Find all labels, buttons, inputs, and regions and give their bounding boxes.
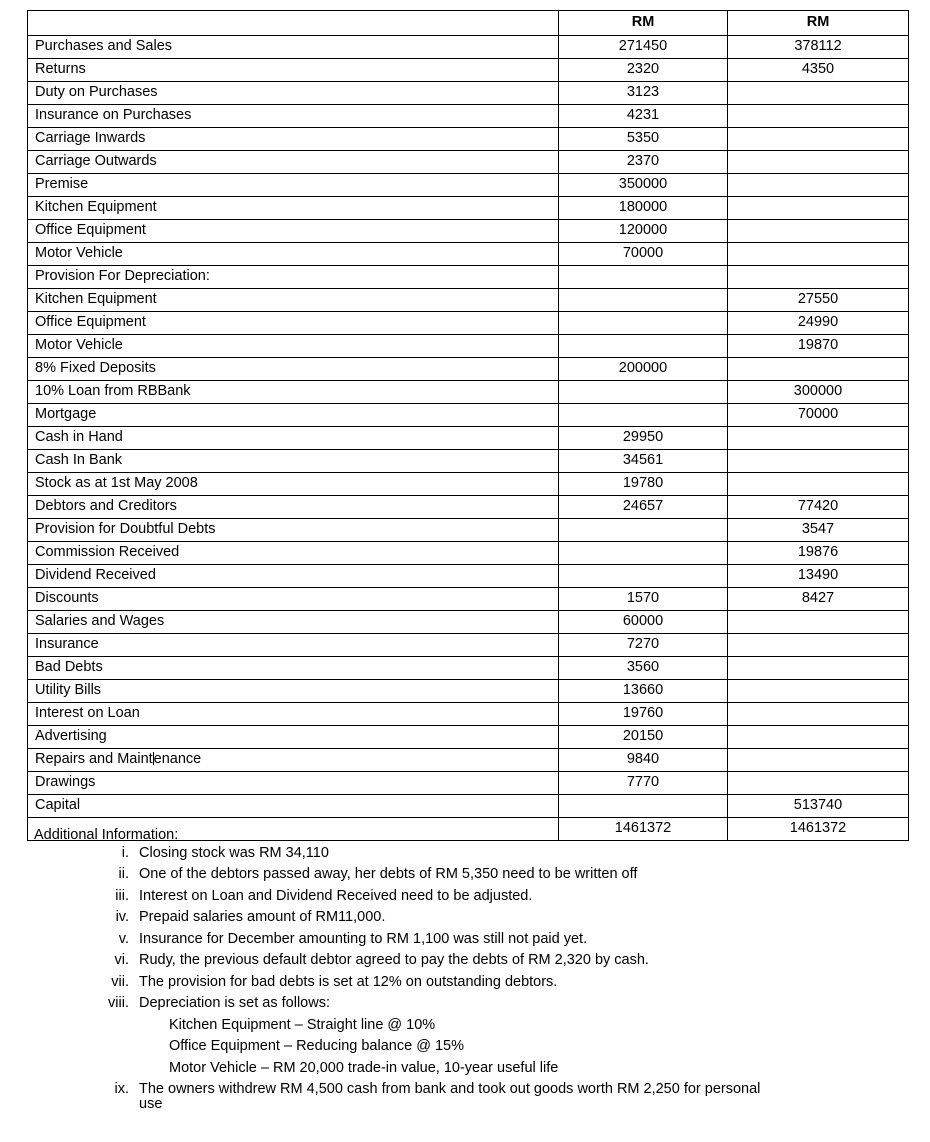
row-debit: 7770: [559, 772, 728, 795]
table-row: [28, 82, 909, 105]
additional-info-item: [34, 846, 914, 865]
row-credit: 19876: [728, 542, 909, 565]
row-label: Bad Debts: [28, 657, 559, 680]
row-debit: 34561: [559, 450, 728, 473]
row-label: Duty on Purchases: [28, 82, 559, 105]
additional-info-item: [34, 975, 914, 994]
row-credit: [728, 726, 909, 749]
row-label: Cash In Bank: [28, 450, 559, 473]
row-credit: [728, 703, 909, 726]
row-label: Kitchen Equipment: [28, 289, 559, 312]
item-marker: vi.: [114, 952, 129, 968]
row-credit: [728, 427, 909, 450]
table-row: [28, 450, 909, 473]
row-label: Capital: [28, 795, 559, 818]
row-label: Cash in Hand: [28, 427, 559, 450]
additional-info-item: [34, 889, 914, 908]
row-credit: [728, 772, 909, 795]
row-label: Motor Vehicle: [28, 335, 559, 358]
row-credit: 70000: [728, 404, 909, 427]
row-debit: 24657: [559, 496, 728, 519]
item-marker: v.: [118, 930, 129, 947]
row-credit: [728, 749, 909, 772]
row-label: Dividend Received: [28, 565, 559, 588]
table-row: [28, 726, 909, 749]
row-label: Discounts: [28, 588, 559, 611]
table-row: [28, 105, 909, 128]
table-row: [28, 243, 909, 266]
row-credit: [728, 151, 909, 174]
table-row: [28, 36, 909, 59]
depreciation-line: Motor Vehicle – RM 20,000 trade-in value, 10-year useful life: [169, 1059, 559, 1076]
row-debit: [559, 289, 728, 312]
row-debit: 180000: [559, 197, 728, 220]
additional-info-item: [34, 1082, 914, 1111]
item-marker: vii.: [111, 973, 129, 990]
row-debit: [559, 312, 728, 335]
row-label: Debtors and Creditors: [28, 496, 559, 519]
row-credit: [728, 358, 909, 381]
row-credit: 4350: [728, 59, 909, 82]
table-row: [28, 335, 909, 358]
row-label: 8% Fixed Deposits: [28, 358, 559, 381]
row-debit: 3123: [559, 82, 728, 105]
text-caret-artifact: [153, 752, 154, 765]
row-credit: [728, 634, 909, 657]
row-label: Mortgage: [28, 404, 559, 427]
table-row: [28, 427, 909, 450]
table-row: [28, 795, 909, 818]
row-label: Premise: [28, 174, 559, 197]
table-header-row: [28, 11, 909, 36]
item-marker: ix.: [114, 1081, 129, 1097]
row-label: Carriage Outwards: [28, 151, 559, 174]
item-text: Depreciation is set as follows:: [139, 995, 330, 1011]
row-debit: [559, 266, 728, 289]
table-row: [28, 128, 909, 151]
row-debit: [559, 335, 728, 358]
item-text-continuation: use: [139, 1095, 163, 1112]
table-row: [28, 588, 909, 611]
row-credit: [728, 450, 909, 473]
row-debit: 2320: [559, 59, 728, 82]
row-label: Advertising: [28, 726, 559, 749]
table-row: [28, 634, 909, 657]
header-cell-label: [28, 11, 559, 36]
row-debit: 5350: [559, 128, 728, 151]
table-row: [28, 772, 909, 795]
item-text: Insurance for December amounting to RM 1,100 was still not paid yet.: [139, 930, 588, 947]
row-credit: [728, 266, 909, 289]
row-debit: 4231: [559, 105, 728, 128]
row-debit: 350000: [559, 174, 728, 197]
row-debit: 200000: [559, 358, 728, 381]
item-text: Prepaid salaries amount of RM11,000.: [139, 909, 386, 925]
table-row: [28, 496, 909, 519]
row-credit: [728, 473, 909, 496]
additional-info-item: [34, 910, 914, 929]
table-row: [28, 381, 909, 404]
row-credit: [728, 128, 909, 151]
row-credit: 27550: [728, 289, 909, 312]
item-marker: iv.: [115, 909, 129, 925]
table-row: [28, 151, 909, 174]
row-label: Provision For Depreciation:: [28, 266, 559, 289]
row-label: Commission Received: [28, 542, 559, 565]
row-label: Motor Vehicle: [28, 243, 559, 266]
table-row: [28, 59, 909, 82]
row-credit: [728, 197, 909, 220]
row-credit: 1461372: [728, 818, 909, 841]
item-text: Closing stock was RM 34,110: [139, 844, 329, 861]
row-debit: 19760: [559, 703, 728, 726]
row-label: Carriage Inwards: [28, 128, 559, 151]
row-credit: 8427: [728, 588, 909, 611]
item-text: The owners withdrew RM 4,500 cash from bank and took out goods worth RM 2,250 for personal: [139, 1081, 761, 1097]
row-debit: 1461372: [559, 818, 728, 841]
additional-info-item: [34, 867, 914, 886]
row-credit: [728, 611, 909, 634]
table-row: [28, 404, 909, 427]
table-row: [28, 266, 909, 289]
row-label: 10% Loan from RBBank: [28, 381, 559, 404]
row-debit: 271450: [559, 36, 728, 59]
additional-information-section: [34, 828, 914, 1114]
row-debit: 60000: [559, 611, 728, 634]
table-row: [28, 358, 909, 381]
row-debit: 9840: [559, 749, 728, 772]
row-debit: 19780: [559, 473, 728, 496]
trial-balance-section: [27, 10, 908, 841]
row-credit: [728, 657, 909, 680]
additional-information-title: Additional Information:: [34, 827, 179, 843]
table-row: [28, 289, 909, 312]
item-text: Rudy, the previous default debtor agreed to pay the debts of RM 2,320 by cash.: [139, 952, 649, 968]
row-debit: 70000: [559, 243, 728, 266]
row-credit: 300000: [728, 381, 909, 404]
row-label: Stock as at 1st May 2008: [28, 473, 559, 496]
row-credit: [728, 82, 909, 105]
row-credit: [728, 243, 909, 266]
row-debit: [559, 381, 728, 404]
row-label: Kitchen Equipment: [28, 197, 559, 220]
row-label: Office Equipment: [28, 220, 559, 243]
table-row: [28, 749, 909, 772]
table-row: [28, 220, 909, 243]
table-row: [28, 703, 909, 726]
additional-info-item: [34, 932, 914, 951]
additional-information-list: [34, 846, 914, 1112]
item-text: One of the debtors passed away, her debts of RM 5,350 need to be written off: [139, 866, 638, 882]
row-credit: 3547: [728, 519, 909, 542]
row-debit: 7270: [559, 634, 728, 657]
row-credit: [728, 174, 909, 197]
additional-info-item: [34, 953, 914, 972]
item-text: The provision for bad debts is set at 12% on outstanding debtors.: [139, 973, 558, 990]
row-label: Interest on Loan: [28, 703, 559, 726]
table-row: [28, 611, 909, 634]
row-label: Repairs and Maintenance: [28, 749, 559, 772]
table-row: [28, 565, 909, 588]
item-marker: viii.: [108, 995, 129, 1011]
depreciation-line: Kitchen Equipment – Straight line @ 10%: [169, 1016, 436, 1033]
additional-info-item: [34, 996, 914, 1015]
row-label: Purchases and Sales: [28, 36, 559, 59]
item-marker: iii.: [115, 887, 129, 904]
table-row: [28, 519, 909, 542]
item-marker: i.: [121, 844, 129, 861]
row-label: Drawings: [28, 772, 559, 795]
row-label: Insurance on Purchases: [28, 105, 559, 128]
item-text: Interest on Loan and Dividend Received need to be adjusted.: [139, 887, 533, 904]
row-debit: 2370: [559, 151, 728, 174]
row-debit: 120000: [559, 220, 728, 243]
row-credit: 77420: [728, 496, 909, 519]
trial-balance-body: [28, 11, 909, 841]
row-credit: 513740: [728, 795, 909, 818]
table-row: [28, 680, 909, 703]
table-row: [28, 657, 909, 680]
row-credit: 13490: [728, 565, 909, 588]
header-cell-credit: RM: [728, 11, 909, 36]
row-debit: 13660: [559, 680, 728, 703]
table-row: [28, 473, 909, 496]
table-row: [28, 174, 909, 197]
depreciation-line: Office Equipment – Reducing balance @ 15%: [169, 1038, 464, 1054]
item-marker: ii.: [118, 866, 129, 882]
row-debit: 20150: [559, 726, 728, 749]
row-label: Insurance: [28, 634, 559, 657]
row-label: Utility Bills: [28, 680, 559, 703]
row-debit: [559, 542, 728, 565]
row-label: Salaries and Wages: [28, 611, 559, 634]
row-credit: 19870: [728, 335, 909, 358]
row-credit: [728, 220, 909, 243]
row-label: Provision for Doubtful Debts: [28, 519, 559, 542]
row-credit: 378112: [728, 36, 909, 59]
row-label: Returns: [28, 59, 559, 82]
row-credit: [728, 680, 909, 703]
row-debit: 29950: [559, 427, 728, 450]
row-debit: [559, 404, 728, 427]
row-credit: 24990: [728, 312, 909, 335]
trial-balance-table: [27, 10, 909, 841]
row-debit: 3560: [559, 657, 728, 680]
table-row: [28, 542, 909, 565]
row-debit: [559, 795, 728, 818]
row-label: Office Equipment: [28, 312, 559, 335]
header-cell-debit: RM: [559, 11, 728, 36]
row-debit: [559, 565, 728, 588]
row-credit: [728, 105, 909, 128]
row-debit: [559, 519, 728, 542]
table-row: [28, 312, 909, 335]
table-row: [28, 197, 909, 220]
row-debit: 1570: [559, 588, 728, 611]
